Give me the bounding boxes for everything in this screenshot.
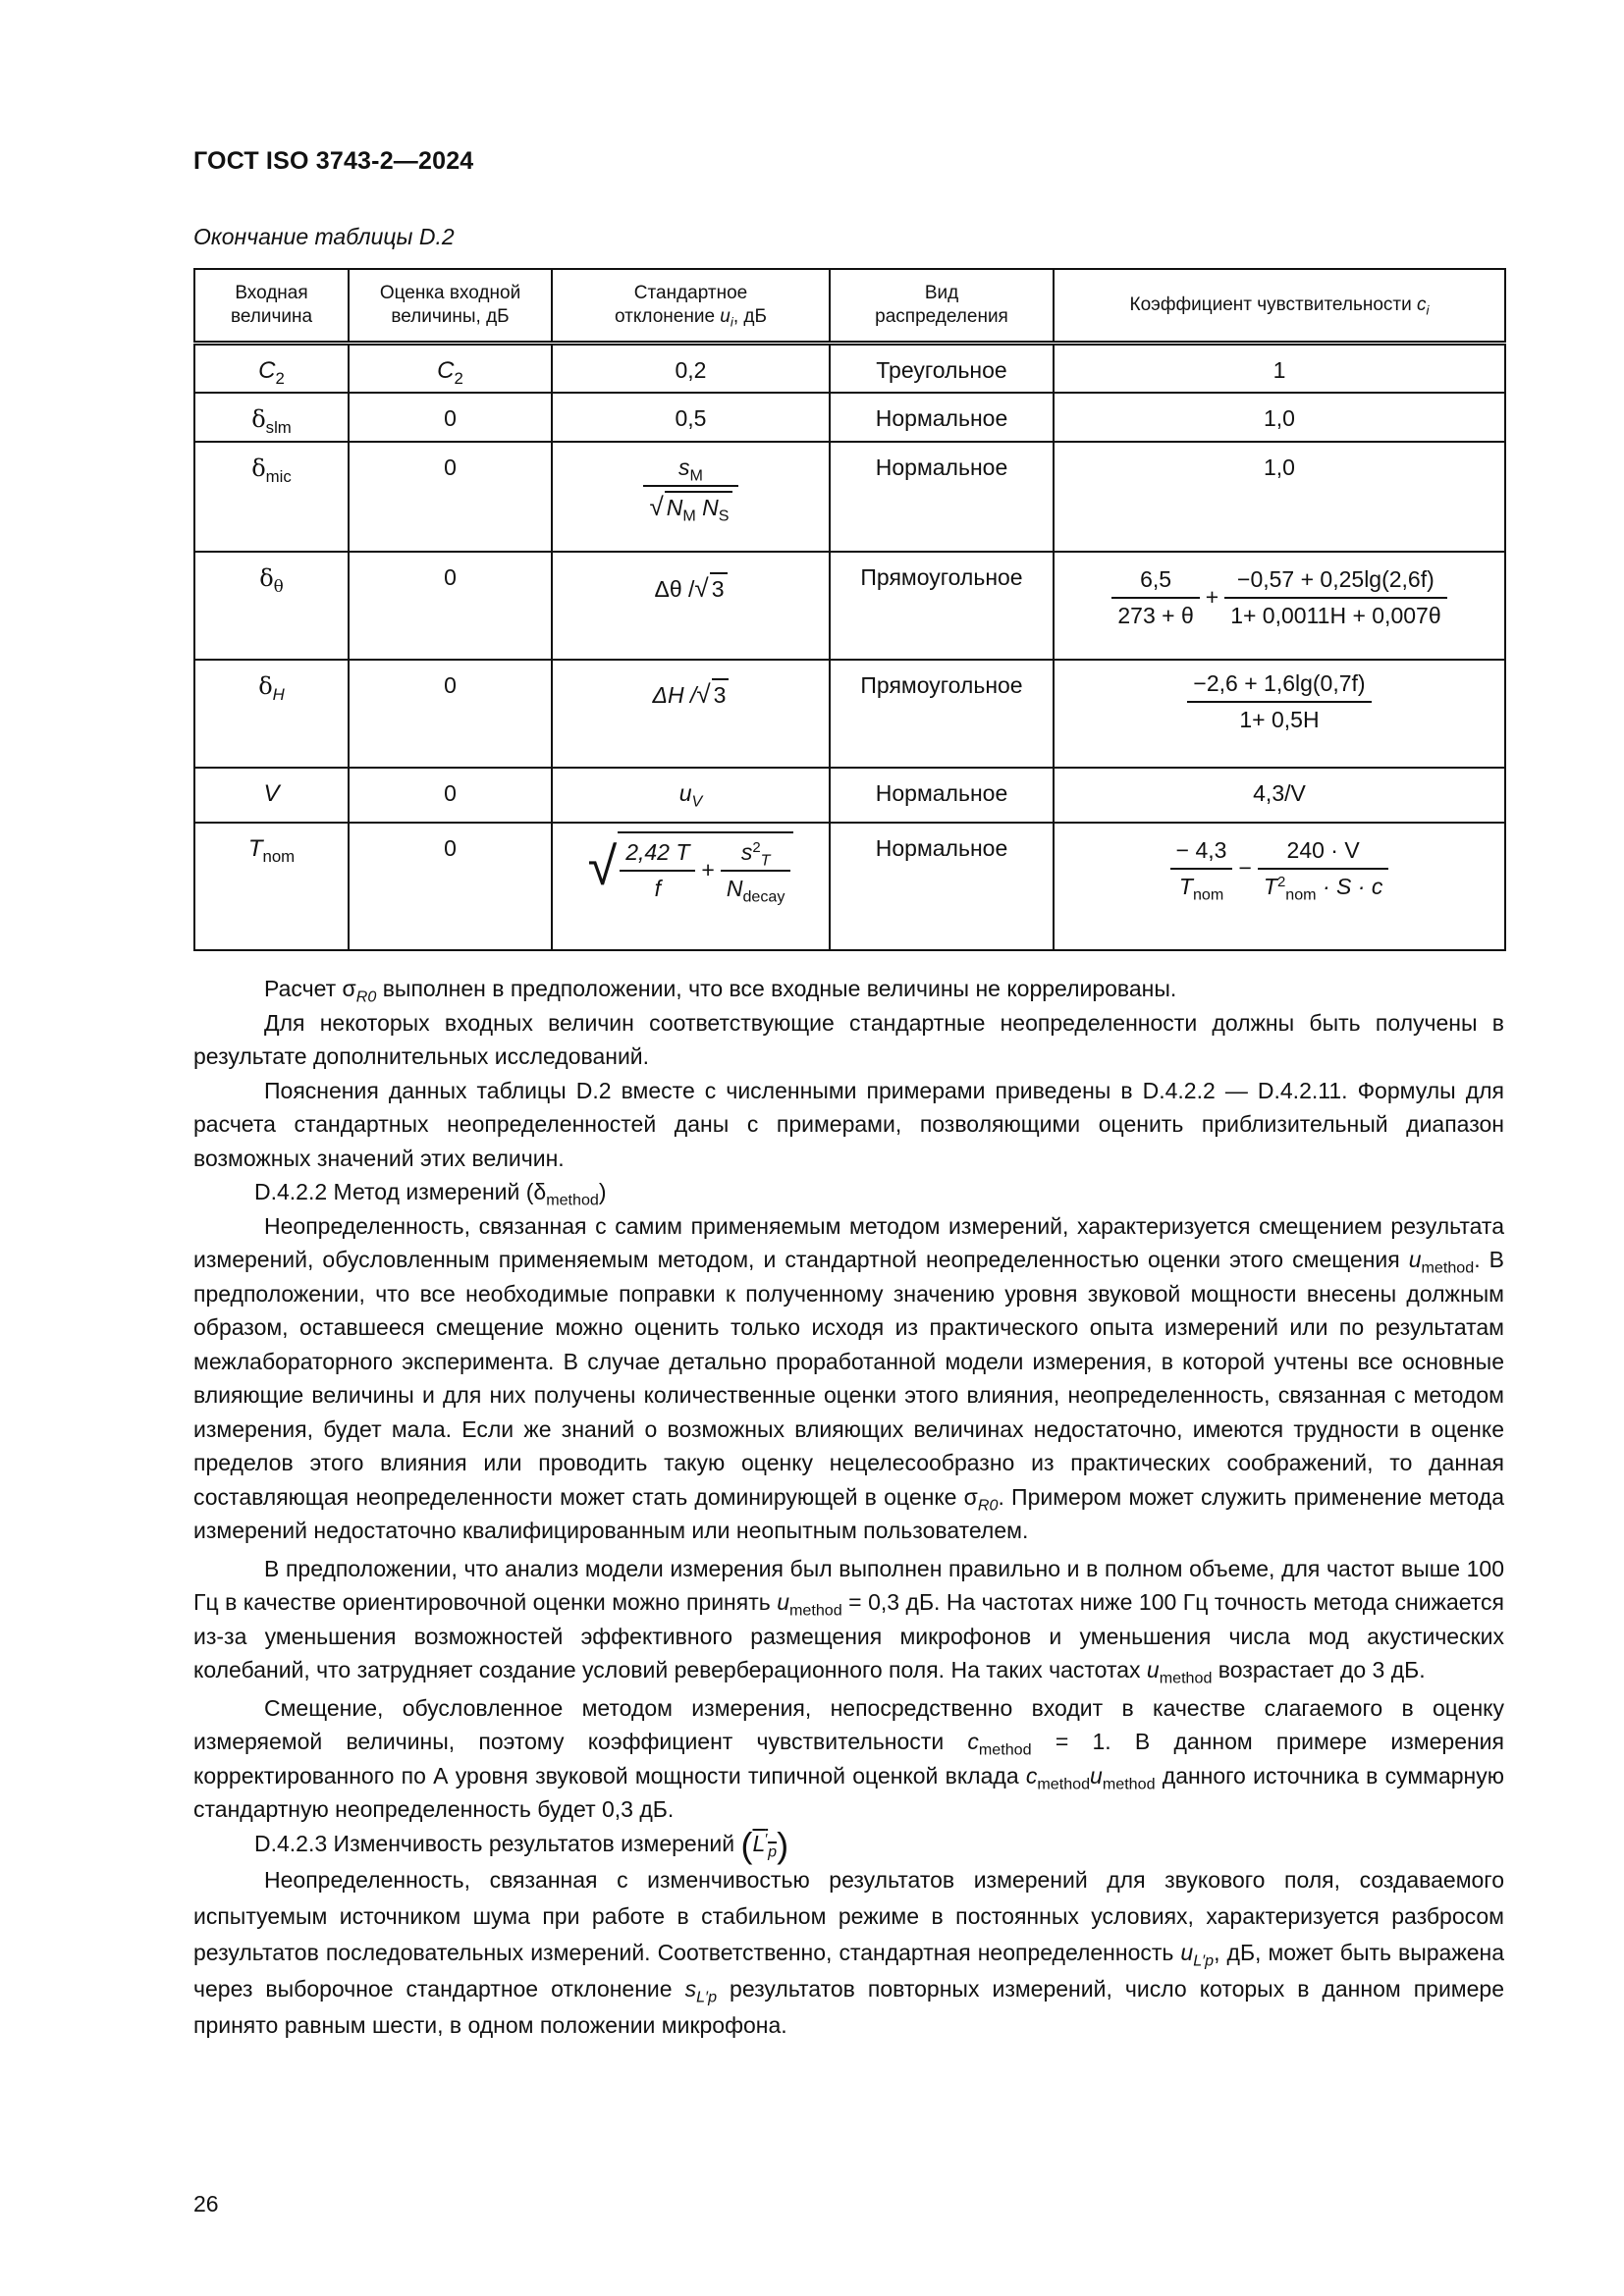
col-header-sensitivity: Коэффициент чувствительности $c_i$ — [1054, 269, 1505, 344]
cell-distribution: Нормальное — [830, 442, 1054, 552]
cell-coefficient: 1 — [1054, 344, 1505, 393]
paragraph: В предположении, что анализ модели измерения был выполнен правильно и в полном объеме, для частот выше 100 Гц в качестве ориентировочной оценки можно принять $u_{method} = 0,3$ дБ. На частотах ниже 100 Гц точность метода снижается из-за уменьшения возможностей эффективного размещения микрофонов и уменьшения числа мод акустических колебаний, что затрудняет создание условий реверберационного поля. На таких частотах $u_{method}$ возрастает до 3 дБ. — [193, 1555, 1504, 1687]
cell-stddev: $u_V$ — [552, 768, 830, 823]
formula-coef-theta-1: $\frac{6,5}{273 + \theta}$ — [1111, 566, 1199, 629]
cell-distribution: Нормальное — [830, 823, 1054, 950]
cell-coefficient: 4,3/V — [1054, 768, 1505, 823]
table-row — [194, 823, 1505, 950]
cell-stddev — [552, 442, 830, 552]
table-row — [194, 660, 1505, 768]
cell-quantity: $C_2$ — [194, 344, 349, 393]
col-header-distribution: Вид распределения — [830, 269, 1054, 344]
table-header-row — [194, 269, 1505, 344]
standard-header: ГОСТ ISO 3743-2—2024 — [193, 147, 474, 175]
cell-stddev: ΔH /√ 3 — [552, 660, 830, 768]
cell-quantity: $T_{nom}$ — [194, 823, 349, 950]
table-row — [194, 344, 1505, 393]
cell-distribution: Нормальное — [830, 393, 1054, 442]
formula-coef-tnom-2: $\frac{240 \cdot V}{T^2_{nom} \cdot S \cdot c}$ — [1258, 837, 1388, 900]
cell-estimate: 0 — [349, 442, 552, 552]
table-row — [194, 768, 1505, 823]
formula-stddev-mic: $\frac{s_M}{√ N_M N_S}$ — [643, 454, 737, 522]
cell-estimate: $C_2$ — [349, 344, 552, 393]
cell-quantity: $\delta_{slm}$ — [194, 393, 349, 442]
cell-distribution: Прямоугольное — [830, 552, 1054, 660]
cell-distribution: Нормальное — [830, 768, 1054, 823]
formula-coef-h: $\frac{-2,6 + 1,6\lg(0,7f)}{1+ 0,5H}$ — [1187, 670, 1371, 733]
cell-estimate: 0 — [349, 552, 552, 660]
formula-stddev-tnom: √ $\frac{2,42 T}{f}$ + $\frac{s^2_T}{N_{decay}}$ — [588, 831, 794, 902]
cell-estimate: 0 — [349, 660, 552, 768]
col-header-input: Входная величина — [194, 269, 349, 344]
cell-distribution: Треугольное — [830, 344, 1054, 393]
table-row — [194, 393, 1505, 442]
col-header-estimate: Оценка входной величины, дБ — [349, 269, 552, 344]
paragraph: Расчет $\sigma_{R0}$ выполнен в предположении, что все входные величины не коррелированы. — [264, 976, 1177, 1006]
cell-quantity: $\delta_\theta$ — [194, 552, 349, 660]
body-text — [193, 972, 1504, 2044]
col-header-stddev: Стандартное отклонение $u_i$, дБ — [552, 269, 830, 344]
cell-coefficient: $\frac{- 4,3}{T_{nom}}$ − $\frac{240 \cdot V}{T^2_{nom} \cdot S \cdot c}$ — [1054, 823, 1505, 950]
page-number: 26 — [193, 2191, 219, 2216]
paragraph: Для некоторых входных величин соответствующие стандартные неопределенности должны быть получены в результате дополнительных исследований. — [193, 1009, 1504, 1069]
cell-stddev: 0,2 — [552, 344, 830, 393]
cell-coefficient — [1054, 660, 1505, 768]
table-row — [194, 442, 1505, 552]
cell-stddev: 0,5 — [552, 393, 830, 442]
cell-stddev: Δθ /√ 3 — [552, 552, 830, 660]
paragraph: Неопределенность, связанная с самим применяемым методом измерений, характеризуется смещением результата измерений, обусловленным применяемым методом, и стандартной неопределенностью оценки этого смещения $u_{method}$. В предположении, что все необходимые поправки к полученному значению уровня звуковой мощности внесены должным образом, оставшееся смещение можно оценить только исходя из практического опыта измерений или по результатам межлабораторного эксперимента. В случае детально проработанной модели измерения, в которой учтены все основные влияющие величины и для них получены количественные оценки этого влияния, неопределенность, связанная с методом измерения, будет мала. Если же знаний о возможных влияющих величинах недостаточно, имеются трудности в оценке пределов этого влияния или проводить такую оценку нецелесообразно из практических соображений, то данная составляющая неопределенности может стать доминирующей в оценке $\sigma_{R0}$. Примером может служить применение метода измерений недостаточно квалифицированным или неопытным пользователем. — [193, 1212, 1504, 1543]
cell-estimate: 0 — [349, 768, 552, 823]
table-caption: Окончание таблицы D.2 — [193, 224, 455, 249]
formula-coef-tnom-1: $\frac{- 4,3}{T_{nom}}$ — [1170, 837, 1233, 900]
cell-estimate: 0 — [349, 823, 552, 950]
paragraph: Пояснения данных таблицы D.2 вместе с численными примерами приведены в D.4.2.2 — D.4.2.11. Формулы для расчета стандартных неопределенностей даны с примерами, позволяющими оценить приблизительный диапазон возможных значений этих величин. — [193, 1077, 1504, 1171]
uncertainty-table — [193, 268, 1506, 951]
cell-coefficient: 1,0 — [1054, 393, 1505, 442]
cell-coefficient: $\frac{6,5}{273 + \theta}$ + $\frac{-0,57 + 0,25\lg(2,6f)}{1+ 0,0011H + 0,007\theta}$ — [1054, 552, 1505, 660]
table-row — [194, 552, 1505, 660]
paragraph: Неопределенность, связанная с изменчивостью результатов измерений для звукового поля, создаваемого испытуемым источником шума при работе в стабильном режиме в постоянных условиях, характеризуется разбросом результатов последовательных измерений. Соответственно, стандартная неопределенность $u_{L'p}$, дБ, может быть выражена через выборочное стандартное отклонение $s_{L'p}$ результатов повторных измерений, число которых в данном примере принято равным шести, в одном положении микрофона. — [193, 1867, 1505, 2038]
cell-estimate: 0 — [349, 393, 552, 442]
section-heading-d422: D.4.2.2 Метод измерений $(\delta_{method})$ — [254, 1179, 607, 1209]
paragraph: Смещение, обусловленное методом измерения, непосредственно входит в качестве слагаемого в оценку измеряемой величины, поэтому коэффициент чувствительности $c_{method} = 1$. В данном примере измерения корректированного по А уровня звуковой мощности типичной оценкой вклада $c_{method}u_{method}$ данного источника в суммарную стандартную неопределенность будет 0,3 дБ. — [193, 1694, 1504, 1822]
cell-quantity: $\delta_{mic}$ — [194, 442, 349, 552]
formula-coef-theta-2: $\frac{-0,57 + 0,25\lg(2,6f)}{1+ 0,0011H + 0,007\theta}$ — [1224, 566, 1446, 629]
cell-quantity: V — [194, 768, 349, 823]
cell-coefficient: 1,0 — [1054, 442, 1505, 552]
cell-distribution: Прямоугольное — [830, 660, 1054, 768]
cell-stddev — [552, 823, 830, 950]
section-heading-d423: D.4.2.3 Изменчивость результатов измерений $(L'_p)$ — [254, 1824, 789, 1865]
cell-quantity: $\delta_H$ — [194, 660, 349, 768]
